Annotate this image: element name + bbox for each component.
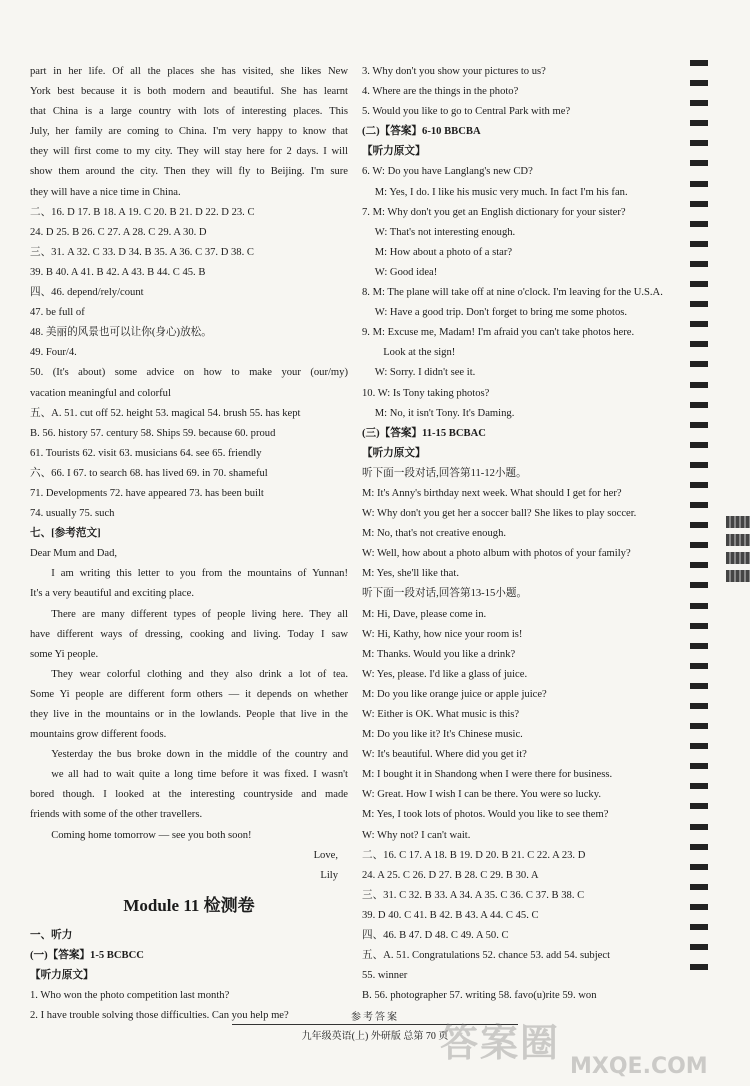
text-line: show them around the city. Then they will fly to Beijing. I'm sure [30, 166, 348, 178]
text-line: 74. usually 75. such [30, 508, 115, 520]
margin-mark [690, 100, 708, 106]
margin-mark [690, 120, 708, 126]
margin-mark [690, 924, 708, 930]
margin-mark [690, 321, 708, 327]
text-line: W: Good idea! [374, 266, 438, 278]
margin-mark [690, 884, 708, 890]
text-line: W: Well, how about a photo album with photos of your family? [362, 548, 631, 560]
text-line: that China is a large country with lots of interesting places. This [30, 106, 348, 118]
margin-mark [690, 402, 708, 408]
text-line: I am writing this letter to you from the mountains of Yunnan! [51, 568, 348, 580]
text-line: 【听力原文】 [30, 970, 94, 982]
text-line: 一、听力 [30, 929, 73, 941]
text-line: Coming home tomorrow — see you both soon! [51, 829, 252, 841]
edge-tab-block [726, 516, 750, 528]
text-line: mountains grow different foods. [30, 729, 167, 741]
text-line: (一)【答案】1-5 BCBCC [30, 949, 144, 961]
margin-mark [690, 181, 708, 187]
text-line: they will have a nice time in China. [30, 186, 181, 198]
text-line: There are many different types of people living here. They all [51, 608, 348, 620]
text-line: 5. Would you like to go to Central Park with me? [362, 106, 571, 118]
text-line: 8. M: The plane will take off at nine o'clock. I'm leaving for the U.S.A. [362, 287, 663, 299]
margin-mark [690, 844, 708, 850]
text-line: 听下面一段对话,回答第11-12小题。 [362, 467, 527, 479]
margin-mark [690, 281, 708, 287]
text-line: M: Yes, I took lots of photos. Would you like to see them? [362, 809, 609, 821]
left-column [30, 62, 348, 1026]
watermark-sub: MXQE.COM [570, 1054, 708, 1079]
text-line: they live in the mountains or in the lowlands. People that live in the [30, 709, 348, 720]
text-line: 61. Tourists 62. visit 63. musicians 64. see 65. friendly [30, 447, 262, 459]
margin-mark [690, 864, 708, 870]
text-line: 【听力原文】 [362, 146, 426, 158]
text-line: 七、[参考范文] [30, 528, 101, 540]
text-line: M: Hi, Dave, please come in. [362, 608, 487, 620]
margin-mark [690, 623, 708, 629]
margin-mark [690, 683, 708, 689]
text-line: 三、31. C 32. B 33. A 34. A 35. C 36. C 37. B 38. C [362, 889, 585, 901]
edge-tab-block [726, 552, 750, 564]
text-line: 【听力原文】 [362, 447, 426, 459]
text-line: 3. Why don't you show your pictures to us? [362, 66, 546, 77]
text-line: They wear colorful clothing and they also drink a lot of tea. [51, 668, 348, 680]
text-line: friends with some of the other travellers. [30, 809, 203, 821]
text-line: Yesterday the bus broke down in the middle of the country and [51, 749, 348, 761]
text-line: 48. 美丽的风景也可以让你(身心)放松。 [30, 327, 212, 339]
margin-mark [690, 603, 708, 609]
text-line: 24. A 25. C 26. D 27. B 28. C 29. B 30. A [362, 869, 539, 881]
text-line: (二)【答案】6-10 BBCBA [362, 126, 481, 138]
footer-page-info: 九年级英语(上) 外研版 总第 70 页 [301, 1031, 449, 1042]
text-line: M: Yes, I do. I like his music very much. In fact I'm his fan. [374, 186, 628, 198]
text-line: 三、31. A 32. C 33. D 34. B 35. A 36. C 37. D 38. C [30, 246, 254, 258]
text-line: 39. D 40. C 41. B 42. B 43. A 44. C 45. C [362, 909, 539, 921]
margin-marks [690, 60, 710, 984]
edge-tab-block [726, 570, 750, 582]
text-line: 10. W: Is Tony taking photos? [362, 387, 490, 399]
text-line: 五、A. 51. cut off 52. height 53. magical 54. brush 55. has kept [30, 407, 301, 419]
margin-mark [690, 361, 708, 367]
text-line: W: Either is OK. What music is this? [362, 709, 520, 720]
margin-mark [690, 442, 708, 448]
margin-mark [690, 964, 708, 970]
margin-mark [690, 221, 708, 227]
margin-mark [690, 663, 708, 669]
text-line: W: Why don't you get her a soccer ball? She likes to play soccer. [362, 508, 637, 520]
text-line: 二、16. D 17. B 18. A 19. C 20. B 21. D 22. D 23. C [30, 206, 255, 218]
text-line: 50. (It's about) some advice on how to make your (our/my) [30, 367, 348, 379]
text-line: part in her life. Of all the places she has visited, she likes New [30, 66, 348, 77]
text-line: W: Yes, please. I'd like a glass of juice. [362, 668, 528, 680]
text-line: (三)【答案】11-15 BCBAC [362, 427, 486, 439]
text-line: 49. Four/4. [30, 347, 77, 359]
margin-mark [690, 462, 708, 468]
text-line: W: It's beautiful. Where did you get it? [362, 749, 527, 761]
margin-mark [690, 783, 708, 789]
text-line: W: Sorry. I didn't see it. [374, 367, 476, 379]
margin-mark [690, 542, 708, 548]
text-line: B. 56. history 57. century 58. Ships 59. because 60. proud [30, 427, 276, 439]
margin-mark [690, 482, 708, 488]
text-line: 六、66. I 67. to search 68. has lived 69. in 70. shameful [30, 467, 268, 479]
margin-mark [690, 502, 708, 508]
text-line: we all had to wait quite a long time before it was fixed. I wasn't [51, 769, 348, 781]
text-line: York best because it is both modern and beautiful. She has learnt [30, 86, 348, 98]
text-line: M: Yes, she'll like that. [362, 568, 459, 580]
text-line: 55. winner [362, 970, 408, 982]
text-line: 7. M: Why don't you get an English dictionary for your sister? [362, 206, 626, 218]
text-line: 24. D 25. B 26. C 27. A 28. C 29. A 30. D [30, 226, 207, 238]
margin-mark [690, 643, 708, 649]
text-line: 9. M: Excuse me, Madam! I'm afraid you can't take photos here. [362, 327, 635, 339]
margin-mark [690, 824, 708, 830]
edge-tab [726, 516, 750, 588]
text-line: M: No, that's not creative enough. [362, 528, 507, 540]
text-line: Lily [320, 869, 338, 881]
margin-mark [690, 944, 708, 950]
text-line: W: Have a good trip. Don't forget to bring me some photos. [374, 307, 628, 319]
margin-mark [690, 743, 708, 749]
margin-mark [690, 703, 708, 709]
text-line: July, her family are coming to China. I'm very happy to know that [30, 126, 348, 138]
text-line: 1. Who won the photo competition last month? [30, 990, 230, 1002]
text-line: B. 56. photographer 57. writing 58. favo(u)rite 59. won [362, 990, 597, 1002]
text-line: Dear Mum and Dad, [30, 548, 118, 560]
text-line: 4. Where are the things in the photo? [362, 86, 519, 98]
margin-mark [690, 562, 708, 568]
text-line: 听下面一段对话,回答第13-15小题。 [362, 588, 528, 600]
text-line: Look at the sign! [383, 347, 456, 359]
text-line: M: Thanks. Would you like a drink? [362, 648, 516, 660]
margin-mark [690, 422, 708, 428]
text-line: M: Do you like orange juice or apple juice? [362, 688, 547, 700]
text-line: Module 11 检测卷 [123, 895, 255, 915]
margin-mark [690, 140, 708, 146]
margin-mark [690, 241, 708, 247]
margin-mark [690, 80, 708, 86]
margin-mark [690, 904, 708, 910]
text-line: Love, [313, 849, 338, 861]
text-line: 五、A. 51. Congratulations 52. chance 53. add 54. subject [362, 950, 611, 962]
footer-heading: 参考答案 [351, 1012, 399, 1023]
text-line: W: Great. How I wish I can be there. You were so lucky. [362, 789, 601, 801]
margin-mark [690, 803, 708, 809]
text-line: some Yi people. [30, 648, 99, 660]
text-line: 6. W: Do you have Langlang's new CD? [362, 166, 533, 178]
text-line: 二、16. C 17. A 18. B 19. D 20. B 21. C 22. A 23. D [362, 849, 586, 861]
margin-mark [690, 382, 708, 388]
text-line: vacation meaningful and colorful [30, 387, 171, 399]
margin-mark [690, 60, 708, 66]
text-line: M: How about a photo of a star? [374, 246, 513, 258]
text-line: have different ways of dressing, cooking and living. Today I saw [30, 628, 348, 640]
text-line: W: Why not? I can't wait. [362, 829, 471, 841]
text-line: 四、46. B 47. D 48. C 49. A 50. C [362, 930, 509, 942]
text-line: M: It's Anny's birthday next week. What should I get for her? [362, 487, 622, 499]
edge-tab-block [726, 534, 750, 546]
text-line: M: I bought it in Shandong when I were there for business. [362, 769, 613, 781]
text-line: It's a very beautiful and exciting place. [30, 588, 194, 600]
watermark [440, 1012, 740, 1082]
text-line: bored though. I looked at the interesting countryside and made [30, 789, 348, 801]
margin-mark [690, 582, 708, 588]
text-line: M: Do you like it? It's Chinese music. [362, 729, 523, 741]
margin-mark [690, 341, 708, 347]
margin-mark [690, 160, 708, 166]
text-line: 2. I have trouble solving those difficulties. Can you help me? [30, 1010, 289, 1022]
text-line: W: That's not interesting enough. [374, 226, 516, 238]
watermark-main: 答案圈 [440, 1021, 561, 1065]
text-line: 47. be full of [30, 307, 85, 319]
margin-mark [690, 201, 708, 207]
text-line: W: Hi, Kathy, how nice your room is! [362, 628, 523, 640]
text-line: 71. Developments 72. have appeared 73. has been built [30, 487, 264, 499]
text-line: Some Yi people are different form others — it depends on whether [30, 688, 348, 700]
margin-mark [690, 261, 708, 267]
text-line: they will first come to my city. They will stay here for 2 days. I will [30, 146, 348, 158]
text-line: M: No, it isn't Tony. It's Daming. [374, 407, 515, 419]
margin-mark [690, 301, 708, 307]
margin-mark [690, 723, 708, 729]
right-column [362, 62, 692, 1006]
text-line: 四、46. depend/rely/count [30, 287, 144, 299]
margin-mark [690, 763, 708, 769]
margin-mark [690, 522, 708, 528]
text-line: 39. B 40. A 41. B 42. A 43. B 44. C 45. B [30, 266, 206, 278]
